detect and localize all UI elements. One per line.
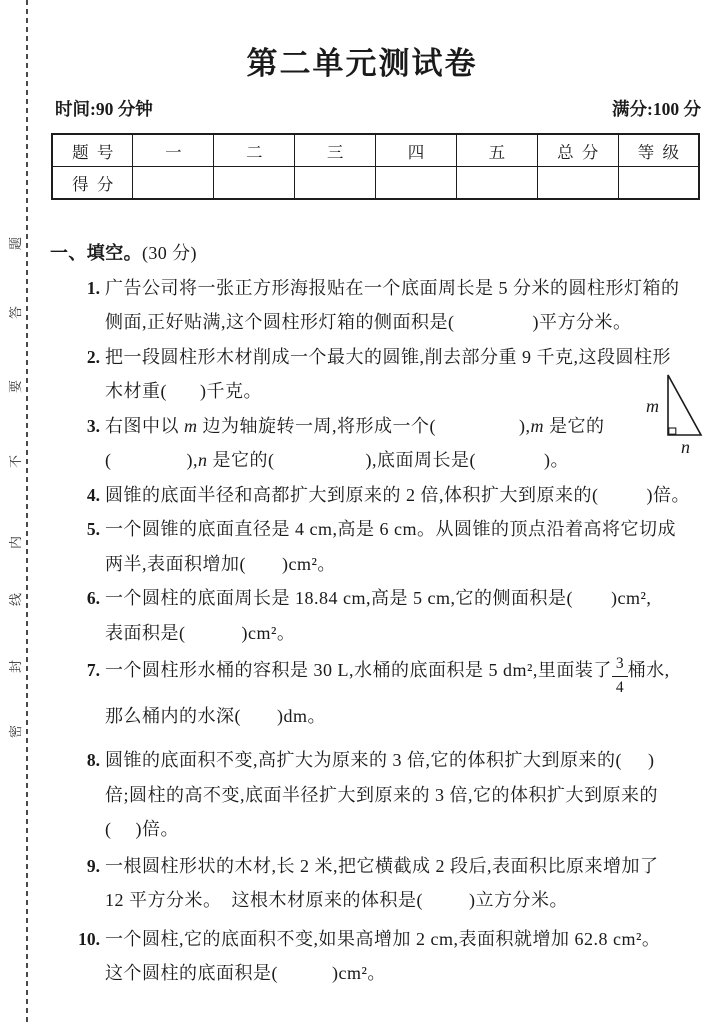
header-grade: 等 级 bbox=[618, 134, 699, 167]
seal-line-char: 密 bbox=[8, 725, 23, 739]
answer-blank: ( ) bbox=[105, 450, 193, 470]
question-list bbox=[50, 271, 714, 991]
header-part-4: 四 bbox=[376, 134, 457, 167]
answer-blank: ( ) bbox=[239, 553, 289, 574]
label-m: m bbox=[646, 396, 659, 416]
question-number: 7. bbox=[86, 660, 100, 680]
question-line: 倍;圆柱的高不变,底面半径扩大到原来的 3 倍,它的体积扩大到原来的 bbox=[105, 784, 658, 805]
answer-blank: ( ) bbox=[566, 588, 618, 608]
question-line: 两半,表面积增加( )cm²。 bbox=[105, 553, 336, 574]
seal-line-char: 不 bbox=[8, 455, 23, 469]
answer-blank: ( ) bbox=[416, 890, 476, 911]
score-cell-empty bbox=[456, 167, 537, 200]
section-heading bbox=[50, 236, 714, 271]
question-line: 这个圆柱的底面积是( )cm²。 bbox=[105, 963, 386, 984]
section-label: 一、填空。 bbox=[50, 243, 142, 263]
question-3 bbox=[50, 409, 714, 478]
answer-blank: ( ) bbox=[160, 381, 207, 401]
answer-blank: ( ) bbox=[469, 450, 551, 470]
question-line: 一根圆柱形状的木材,长 2 米,把它横截成 2 段后,表面积比原来增加了 bbox=[105, 855, 659, 876]
exam-meta bbox=[55, 98, 701, 120]
question-line: 右图中以 m 边为轴旋转一周,将形成一个( ),m 是它的 bbox=[105, 415, 605, 436]
question-number: 5. bbox=[86, 519, 100, 539]
question-4 bbox=[50, 478, 714, 513]
seal-line-char: 内 bbox=[8, 536, 23, 550]
question-line: 一个圆柱的底面周长是 18.84 cm,高是 5 cm,它的侧面积是( )cm², bbox=[105, 588, 652, 608]
question-line: 圆锥的底面积不变,高扩大为原来的 3 倍,它的体积扩大到原来的( ) bbox=[105, 750, 655, 771]
answer-blank: ( ) bbox=[615, 750, 655, 771]
question-number: 4. bbox=[86, 484, 100, 505]
answer-blank: ( ) bbox=[105, 819, 142, 840]
answer-blank: ( ) bbox=[179, 622, 248, 643]
score-cell-empty bbox=[214, 167, 295, 200]
score-cell-empty bbox=[618, 167, 699, 200]
question-line: 一个圆柱形水桶的容积是 30 L,水桶的底面积是 5 dm²,里面装了 $\frac{3}{4}$ 桶水, bbox=[105, 653, 714, 699]
seal-line-char: 题 bbox=[8, 237, 23, 251]
seal-line-char: 封 bbox=[8, 660, 23, 674]
seal-line-char: 线 bbox=[8, 593, 23, 607]
question-2 bbox=[50, 340, 714, 409]
triangle-figure bbox=[644, 369, 710, 459]
header-part-5: 五 bbox=[456, 134, 537, 167]
question-number: 6. bbox=[86, 588, 100, 608]
seal-line-char: 答 bbox=[8, 306, 23, 320]
question-line: 表面积是( )cm²。 bbox=[105, 622, 296, 643]
question-line: 一个圆锥的底面直径是 4 cm,高是 6 cm。从圆锥的顶点沿着高将它切成 bbox=[105, 519, 676, 539]
question-number: 10. bbox=[78, 928, 100, 949]
question-number: 1. bbox=[86, 277, 100, 298]
question-8 bbox=[50, 743, 714, 847]
question-line: ( )倍。 bbox=[105, 819, 179, 840]
header-part-1: 一 bbox=[133, 134, 214, 167]
right-triangle bbox=[668, 375, 701, 435]
header-total-score: 总 分 bbox=[537, 134, 618, 167]
answer-blank: ( ) bbox=[448, 312, 539, 332]
seal-line bbox=[26, 0, 28, 1024]
question-number: 3. bbox=[86, 415, 100, 436]
question-line: 木材重( )千克。 bbox=[105, 381, 262, 401]
question-7 bbox=[50, 653, 714, 733]
header-part-3: 三 bbox=[295, 134, 376, 167]
time-limit-label: 时间:90 分钟 bbox=[55, 99, 153, 119]
answer-blank: ( ) bbox=[592, 484, 653, 505]
question-9 bbox=[50, 849, 714, 918]
header-part-2: 二 bbox=[214, 134, 295, 167]
question-line: 12 平方分米。 这根木材原来的体积是( )立方分米。 bbox=[105, 890, 568, 911]
score-table-score-row bbox=[52, 167, 699, 200]
score-cell-empty bbox=[537, 167, 618, 200]
answer-blank: ( ) bbox=[234, 705, 284, 726]
question-5 bbox=[50, 512, 714, 581]
label-n: n bbox=[681, 437, 690, 457]
question-6 bbox=[50, 581, 714, 650]
questions-area bbox=[50, 236, 714, 991]
score-table-header-row bbox=[52, 134, 699, 167]
question-line: 广告公司将一张正方形海报贴在一个底面周长是 5 分米的圆柱形灯箱的 bbox=[105, 277, 680, 298]
question-line: 一个圆柱,它的底面积不变,如果高增加 2 cm,表面积就增加 62.8 cm²。 bbox=[105, 928, 661, 949]
right-angle-mark bbox=[669, 428, 676, 434]
question-1 bbox=[50, 271, 714, 340]
question-line: 那么桶内的水深( )dm。 bbox=[105, 705, 327, 726]
question-number: 9. bbox=[86, 855, 100, 876]
seal-line-char: 要 bbox=[8, 380, 23, 394]
question-line: 圆锥的底面半径和高都扩大到原来的 2 倍,体积扩大到原来的( )倍。 bbox=[105, 484, 690, 505]
question-number: 2. bbox=[86, 346, 100, 367]
section-points: (30 分) bbox=[142, 243, 197, 263]
page-title: 第二单元测试卷 bbox=[246, 46, 478, 81]
full-marks-label: 满分:100 分 bbox=[612, 99, 701, 119]
question-line: 把一段圆柱形木材削成一个最大的圆锥,削去部分重 9 千克,这段圆柱形 bbox=[105, 346, 671, 367]
score-row-label: 得 分 bbox=[52, 167, 133, 200]
answer-blank: ( ) bbox=[271, 963, 339, 984]
score-cell-empty bbox=[376, 167, 457, 200]
question-line: ( ),n 是它的( ),底面周长是( )。 bbox=[105, 450, 569, 470]
question-number: 8. bbox=[86, 750, 100, 771]
answer-blank: ( ) bbox=[429, 415, 526, 436]
score-table bbox=[51, 133, 700, 200]
question-line: 侧面,正好贴满,这个圆柱形灯箱的侧面积是( )平方分米。 bbox=[105, 312, 632, 332]
score-cell-empty bbox=[133, 167, 214, 200]
question-10 bbox=[50, 922, 714, 991]
header-question-number: 题 号 bbox=[52, 134, 133, 167]
answer-blank: ( ) bbox=[268, 450, 372, 470]
fraction: $\frac{3}{4}$ bbox=[612, 654, 628, 699]
score-cell-empty bbox=[295, 167, 376, 200]
